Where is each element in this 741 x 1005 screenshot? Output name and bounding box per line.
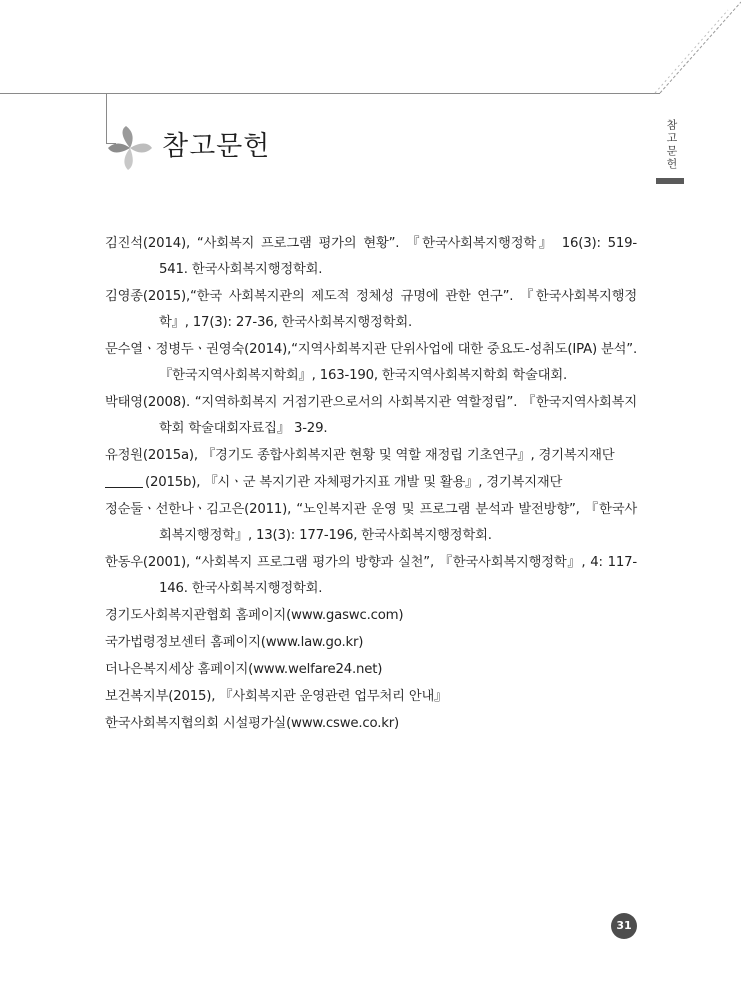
reference-item xyxy=(105,711,637,737)
reference-text: 홈페이지(www.law.go.kr) xyxy=(210,635,364,650)
reference-text: “지역사회복지관 단위사업에 대한 중요도-성취도(IPA) 분석”. 『한국지역사회복지학회』, 163-190, 한국지역사회복지학회 학술대회. xyxy=(159,342,637,383)
reference-item xyxy=(105,684,637,710)
reference-text: “사회복지 프로그램 평가의 현황”. 『한국사회복지행정학』 16(3): 519-541. 한국사회복지행정학회. xyxy=(159,236,637,277)
reference-author: 한동우(2001), xyxy=(105,555,195,570)
reference-text: 홈페이지(www.gaswc.com) xyxy=(235,608,404,623)
reference-item xyxy=(105,550,637,602)
reference-item xyxy=(105,657,637,683)
reference-item xyxy=(105,630,637,656)
reference-author: 유정원(2015a), xyxy=(105,448,202,463)
header-diagonal-decoration xyxy=(0,0,741,100)
reference-text: 『경기도 종합사회복지관 현황 및 역할 재정립 기초연구』, 경기복지재단 xyxy=(201,448,615,463)
repeated-author-blank xyxy=(105,473,143,488)
reference-item xyxy=(105,470,637,496)
reference-item xyxy=(105,337,637,389)
reference-author: 박태영(2008). xyxy=(105,395,195,410)
reference-text: 『시ㆍ군 복지기관 자체평가지표 개발 및 활용』, 경기복지재단 xyxy=(204,475,563,490)
reference-text: 시설평가실(www.cswe.co.kr) xyxy=(222,716,400,731)
reference-item xyxy=(105,603,637,629)
reference-author: 김진석(2014), xyxy=(105,236,197,251)
reference-author: (2015b), xyxy=(145,475,205,490)
reference-text: “사회복지 프로그램 평가의 방향과 실천”, 『한국사회복지행정학』, 4: 117-146. 한국사회복지행정학회. xyxy=(159,555,637,596)
reference-text: “노인복지관 운영 및 프로그램 분석과 발전방향”, 『한국사회복지행정학』, 13(3): 177-196, 한국사회복지행정학회. xyxy=(159,502,637,543)
reference-author: 정순둘ㆍ선한나ㆍ김고은(2011), xyxy=(105,502,297,517)
leaf-ornament-icon xyxy=(104,124,156,172)
reference-author: 경기도사회복지관협회 xyxy=(105,608,236,623)
reference-author: 더나은복지세상 xyxy=(105,662,198,677)
reference-item xyxy=(105,390,637,442)
reference-author: 한국사회복지협의회 xyxy=(105,716,223,731)
page-title: 참고문헌 xyxy=(162,131,271,162)
reference-author: 국가법령정보센터 xyxy=(105,635,211,650)
reference-author: 보건복지부(2015), xyxy=(105,689,220,704)
reference-item xyxy=(105,497,637,549)
reference-author: 김영종(2015), xyxy=(105,289,190,304)
page-number-badge: 31 xyxy=(611,913,637,939)
reference-item xyxy=(105,284,637,336)
reference-author: 문수열ㆍ정병두ㆍ권영숙(2014), xyxy=(105,342,292,357)
reference-item xyxy=(105,231,637,283)
reference-item xyxy=(105,443,637,469)
reference-text: “한국 사회복지관의 제도적 정체성 규명에 관한 연구”. 『한국사회복지행정학』, 17(3): 27-36, 한국사회복지행정학회. xyxy=(159,289,637,330)
side-chapter-marker xyxy=(656,178,684,184)
reference-list xyxy=(105,231,637,738)
reference-text: 『사회복지관 운영관련 업무처리 안내』 xyxy=(219,689,448,704)
reference-text: “지역하회복지 거점기관으로서의 사회복지관 역할정립”. 『한국지역사회복지학회 학술대회자료집』 3-29. xyxy=(159,395,637,436)
side-chapter-tab: 참고문헌 xyxy=(665,119,678,171)
reference-text: 홈페이지(www.welfare24.net) xyxy=(197,662,383,677)
